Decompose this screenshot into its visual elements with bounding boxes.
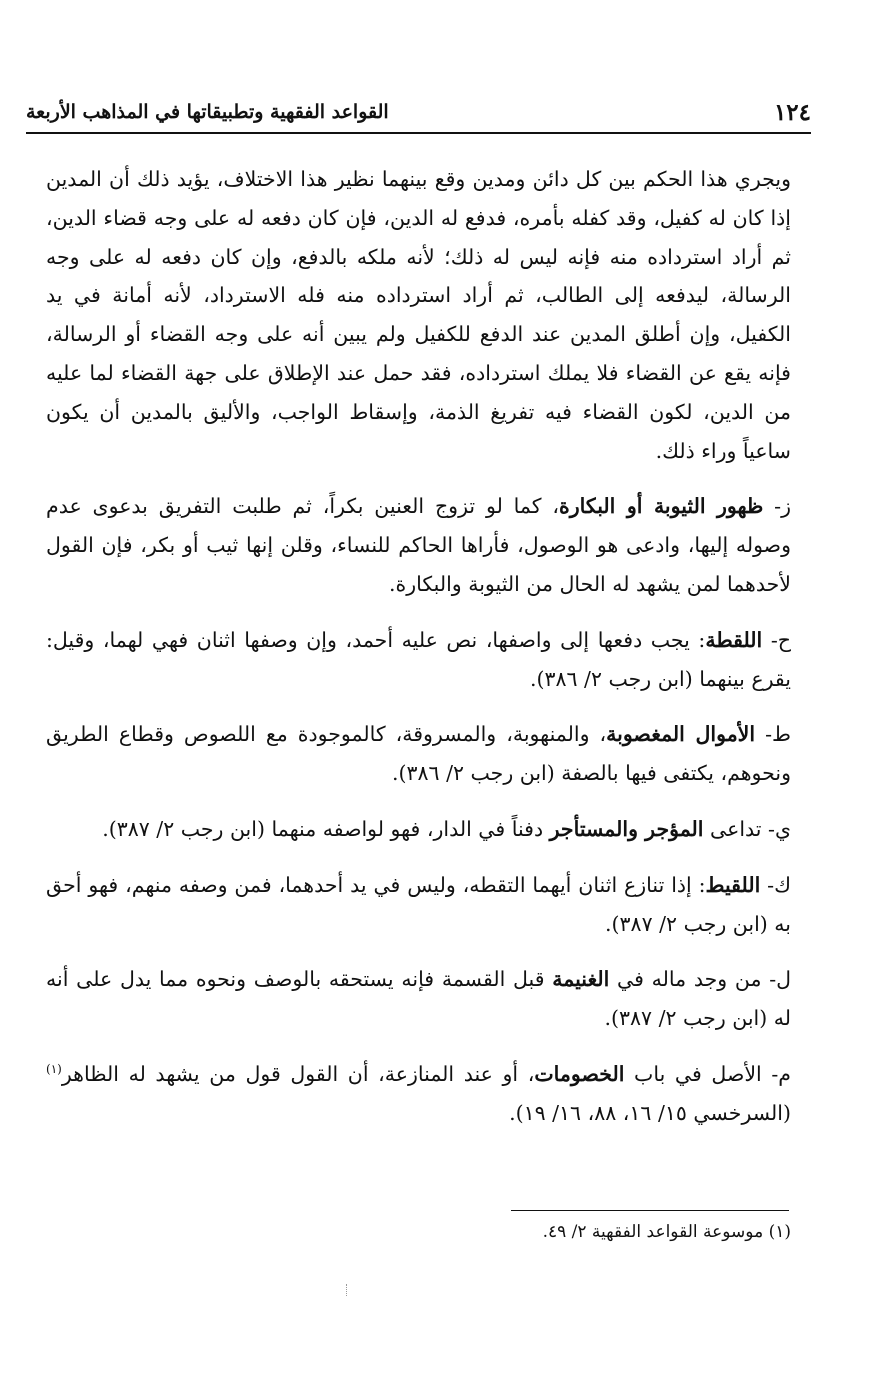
item-prefix: ح- — [762, 627, 791, 652]
item-bold-term: الخصومات — [534, 1061, 625, 1086]
item-prefix: ي- تداعى — [703, 816, 791, 841]
item-text: ، والمنهوبة، والمسروقة، كالموجودة مع اللصوص وقطاع الطريق ونحوهم، يكتفى فيها بالصفة (ابن رجب ٢/ ٣٨٦). — [46, 722, 791, 786]
running-title: القواعد الفقهية وتطبيقاتها في المذاهب الأربعة — [26, 101, 389, 123]
paragraph-item-ya — [46, 810, 791, 849]
footnote: (١) موسوعة القواعد الفقهية ٢/ ٤٩. — [542, 1222, 791, 1242]
item-text: قبل القسمة فإنه يستحقه بالوصف ونحوه مما يدل على أنه له (ابن رجب ٢/ ٣٨٧). — [46, 967, 791, 1031]
page-header — [26, 92, 811, 134]
paragraph-item-kaf — [46, 866, 791, 944]
item-prefix: ط- — [755, 722, 791, 747]
item-text: ، كما لو تزوج العنين بكراً، ثم طلبت التفريق بدعوى عدم وصوله إليها، وادعى هو الوصول، فأراها الحاكم للنساء، وقلن إنها ثيب أو بكر، فإن القول لأحدهما لمن يشهد له الحال من الثيوبة والبكارة. — [46, 494, 791, 596]
footnote-separator — [511, 1210, 789, 1211]
paragraph-item-lam — [46, 960, 791, 1038]
item-prefix: ز- — [763, 494, 791, 519]
page-number: ١٢٤ — [773, 98, 811, 126]
paragraph-item-zay — [46, 487, 791, 603]
scan-speck — [346, 1284, 350, 1296]
paragraph-text: ويجري هذا الحكم بين كل دائن ومدين وقع بينهما نظير هذا الاختلاف، يؤيد ذلك أن المدين إذا كان له كفيل، وقد كفله بأمره، فدفع له الدين، فإن كان دفعه له على وجه قضاء الدين، ثم أراد استرداده منه فإنه ليس له ذلك؛ لأنه ملكه بالدفع، وإن كان دفعه له على وجه الرسالة، ليدفعه إلى الطالب، ثم أراد استرداده منه فله الاسترداد، لأنه أمانة في يد الكفيل، وإن أطلق المدين عند الدفع للكفيل ولم يبين أنه على وجه القضاء أو الرسالة، فإنه يقع عن القضاء فلا يملك استرداده، فقد حمل عند الإطلاق على جهة القضاء لما عليه من الدين، لكون القضاء فيه تفريغ الذمة، وإسقاط الواجب، والأليق بالمدين أن يكون ساعياً وراء ذلك. — [46, 167, 791, 463]
footnote-marker: (١) — [46, 1062, 62, 1077]
item-prefix: م- الأصل في باب — [624, 1061, 791, 1086]
item-text: : يجب دفعها إلى واصفها، نص عليه أحمد، وإن وصفها اثنان فهي لهما، وقيل: يقرع بينهما (ابن رجب ٢/ ٣٨٦). — [46, 627, 791, 691]
item-bold-term: اللقطة — [705, 627, 763, 652]
paragraph-item-ta — [46, 715, 791, 793]
item-text: دفناً في الدار، فهو لواصفه منهما (ابن رجب ٢/ ٣٨٧). — [102, 816, 550, 841]
item-bold-term: اللقيط — [705, 872, 761, 897]
paragraph-item-ha — [46, 621, 791, 699]
paragraph-item-mim — [46, 1055, 791, 1133]
paragraph-intro — [46, 160, 791, 470]
item-bold-term: الأموال المغصوبة — [606, 722, 756, 747]
item-text: ، أو عند المنازعة، أن القول قول من يشهد له الظاهر — [61, 1061, 535, 1086]
item-text: : إذا تنازع اثنان أيهما التقطه، وليس في يد أحدهما، فمن وصفه منهم، فهو أحق به (ابن رجب ٢/ ٣٨٧). — [46, 872, 791, 936]
page-body — [46, 160, 791, 1133]
item-bold-term: الغنيمة — [552, 967, 610, 992]
item-prefix: ل- من وجد ماله في — [609, 967, 792, 992]
item-prefix: ك- — [760, 872, 791, 897]
item-bold-term: ظهور الثيوبة أو البكارة — [559, 494, 764, 519]
item-bold-term: المؤجر والمستأجر — [549, 816, 704, 841]
item-suffix: (السرخسي ١٥/ ١٦، ٨٨، ١٦/ ١٩). — [509, 1100, 791, 1125]
